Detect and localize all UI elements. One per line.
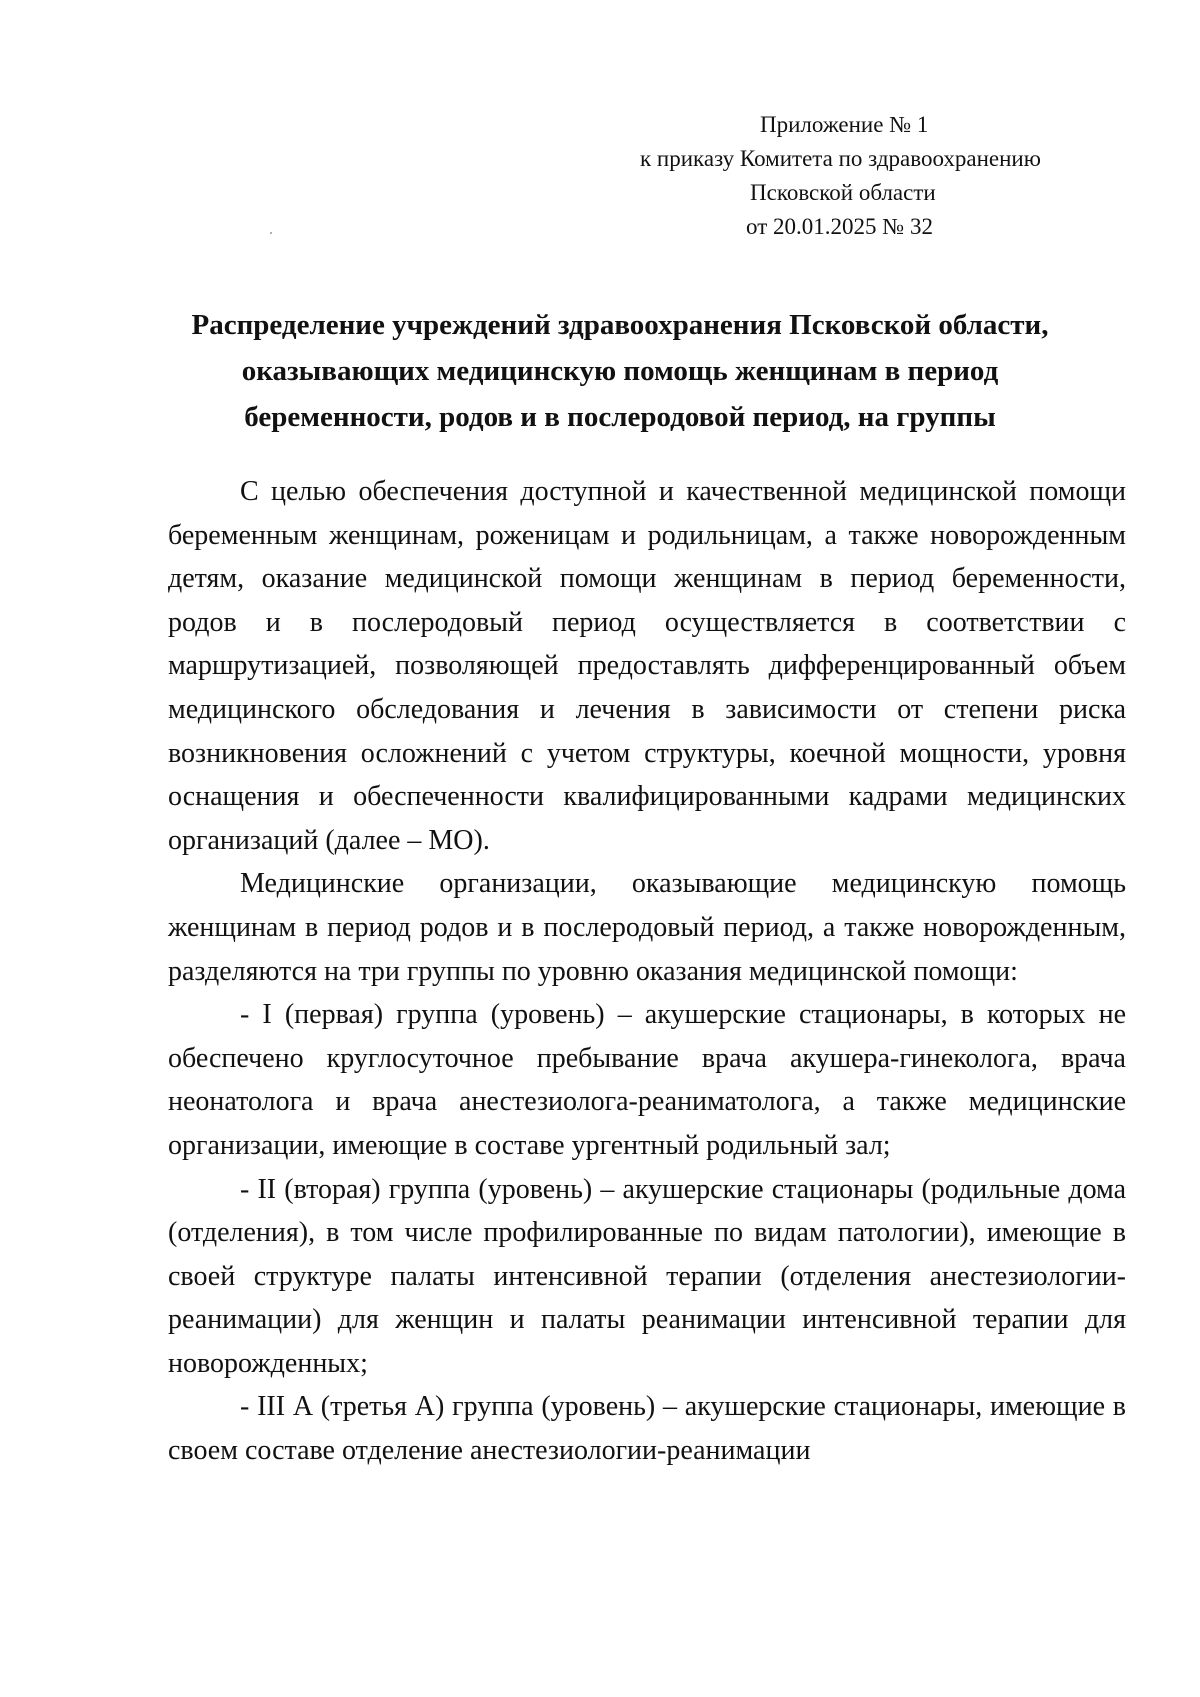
annex-line-date: от 20.01.2025 № 32 (746, 214, 933, 239)
list-item-group-2: - II (вторая) группа (уровень) – акушерские стационары (родильные дома (отделения), в том числе профилированные по видам патологии), имеющие в своей структуре палаты интенсивной терапии (отделения анестезиологии-реанимации) для женщин и палаты реанимации интенсивной терапии для новорожденных; (168, 1173, 1126, 1379)
document-body (168, 470, 1126, 1473)
scan-speck (270, 232, 272, 234)
paragraph-purpose: С целью обеспечения доступной и качественной медицинской помощи беременным женщинам, роженицам и родильницам, а также новорожденным детям, оказание медицинской помощи женщинам в период беременности, родов и в послеродовый период осуществляется в соответствии с маршрутизацией, позволяющей предоставлять дифференцированный объем медицинского обследования и лечения в зависимости от степени риска возникновения осложнений с учетом структуры, коечной мощности, уровня оснащения и обеспеченности квалифицированными кадрами медицинских организаций (далее – МО). (168, 476, 1126, 856)
title-line-3: беременности, родов и в послеродовой период, на группы (244, 401, 996, 433)
annex-line-region: Псковской области (750, 180, 936, 205)
annex-header (640, 108, 1160, 244)
document-title (160, 302, 1080, 440)
list-item-group-3a: - III А (третья А) группа (уровень) – акушерские стационары, имеющие в своем составе отделение анестезиологии-реанимации (168, 1391, 1126, 1467)
annex-line-order: к приказу Комитета по здравоохранению (640, 146, 1041, 171)
paragraph-groups-intro: Медицинские организации, оказывающие медицинскую помощь женщинам в период родов и в послеродовый период, а также новорожденным, разделяются на три группы по уровню оказания медицинской помощи: (168, 868, 1126, 987)
title-line-2: оказывающих медицинскую помощь женщинам в период (241, 355, 999, 387)
list-item-group-1: - I (первая) группа (уровень) – акушерские стационары, в которых не обеспечено круглосуточное пребывание врача акушера-гинеколога, врача неонатолога и врача анестезиолога-реаниматолога, а также медицинские организации, имеющие в составе ургентный родильный зал; (168, 999, 1126, 1161)
annex-line-number: Приложение № 1 (760, 112, 929, 137)
title-line-1: Распределение учреждений здравоохранения Псковской области, (191, 309, 1049, 341)
